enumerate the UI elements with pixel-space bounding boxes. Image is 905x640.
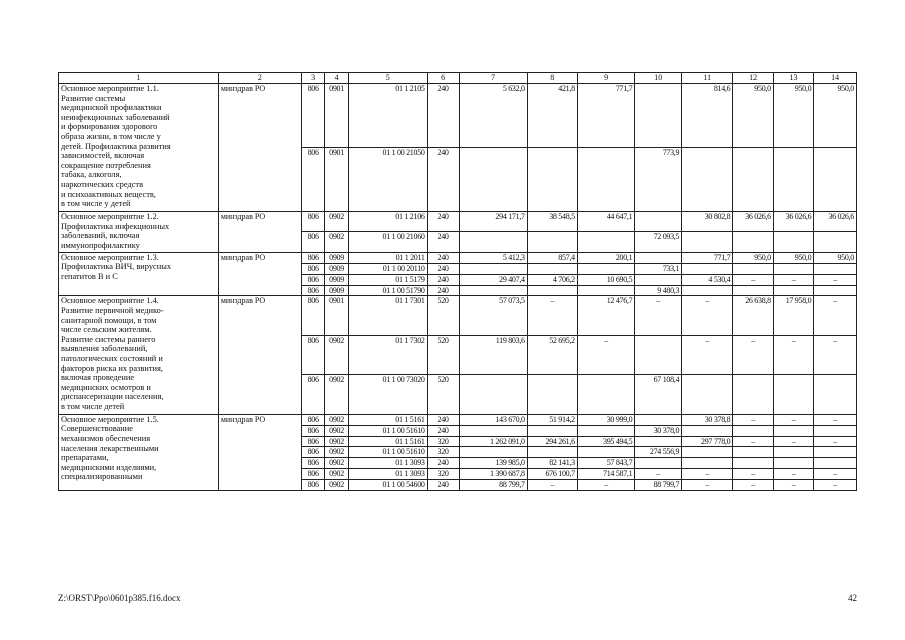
description-line: Совершенствование [61, 424, 133, 434]
amount-cell [733, 285, 773, 296]
amount-cell [733, 425, 773, 436]
amount-cell: 44 647,1 [577, 212, 635, 232]
amount-cell: – [635, 469, 682, 480]
code-cell: 0909 [325, 252, 348, 263]
header-cell: 2 [218, 73, 301, 84]
amount-cell: – [814, 274, 857, 285]
amount-cell: – [682, 469, 733, 480]
amount-cell [733, 263, 773, 274]
amount-cell: – [773, 335, 813, 374]
amount-cell: 30 999,0 [577, 414, 635, 425]
code-cell: 520 [427, 335, 459, 374]
description-line: факторов риска их развития, [61, 363, 163, 373]
description-line: населения лекарственными [61, 443, 159, 453]
amount-cell [773, 447, 813, 458]
header-cell: 11 [682, 73, 733, 84]
amount-cell [577, 425, 635, 436]
description-line: Профилактика инфекционных [61, 221, 170, 231]
amount-cell: 950,0 [733, 84, 773, 148]
amount-cell [635, 212, 682, 232]
amount-cell: – [577, 335, 635, 374]
amount-cell [814, 263, 857, 274]
code-cell: 240 [427, 458, 459, 469]
table-row [59, 296, 857, 335]
amount-cell: – [814, 469, 857, 480]
amount-cell [814, 447, 857, 458]
code-cell: 240 [427, 414, 459, 425]
amount-cell: 82 141,3 [527, 458, 577, 469]
amount-cell: 950,0 [814, 252, 857, 263]
description-line: Основное мероприятие 1.1. [61, 84, 159, 93]
amount-cell [527, 263, 577, 274]
executor-cell: минздрав РО [218, 296, 301, 414]
amount-cell: – [527, 296, 577, 335]
description-line: гепатитов В и С [61, 272, 118, 282]
amount-cell [577, 375, 635, 414]
description-line: иммунопрофилактику [61, 240, 140, 250]
amount-cell: 950,0 [773, 252, 813, 263]
amount-cell: 395 494,5 [577, 436, 635, 447]
code-cell: 240 [427, 252, 459, 263]
amount-cell: 676 100,7 [527, 469, 577, 480]
table-header-row [59, 73, 857, 84]
amount-cell [733, 458, 773, 469]
code-cell: 0902 [325, 232, 348, 252]
amount-cell: 5 632,0 [459, 84, 527, 148]
amount-cell: 12 476,7 [577, 296, 635, 335]
amount-cell: – [814, 436, 857, 447]
amount-cell [577, 447, 635, 458]
code-cell: 806 [301, 263, 324, 274]
code-cell: 0902 [325, 480, 348, 491]
code-cell: 0909 [325, 263, 348, 274]
description-line: медицинскими изделиями, [61, 462, 157, 472]
executor-cell: минздрав РО [218, 84, 301, 212]
amount-cell: 17 958,0 [773, 296, 813, 335]
code-cell: 806 [301, 458, 324, 469]
measure-description [59, 414, 219, 490]
amount-cell: 57 843,7 [577, 458, 635, 469]
amount-cell [527, 425, 577, 436]
header-cell: 5 [348, 73, 427, 84]
amount-cell: 4 706,2 [527, 274, 577, 285]
code-cell: 0901 [325, 148, 348, 212]
amount-cell [577, 232, 635, 252]
code-cell: 806 [301, 296, 324, 335]
code-cell: 01 1 5161 [348, 414, 427, 425]
amount-cell: 52 695,2 [527, 335, 577, 374]
measure-description [59, 84, 219, 212]
code-cell: 240 [427, 285, 459, 296]
code-cell: 0901 [325, 84, 348, 148]
amount-cell [459, 148, 527, 212]
description-line: неинфекционных заболеваний [61, 112, 170, 122]
code-cell: 806 [301, 414, 324, 425]
amount-cell [733, 375, 773, 414]
description-line: Развитие системы [61, 93, 126, 103]
code-cell: 240 [427, 212, 459, 232]
description-line: и формирования здорового [61, 122, 158, 132]
amount-cell [459, 425, 527, 436]
amount-cell [733, 232, 773, 252]
code-cell: 806 [301, 212, 324, 232]
amount-cell [459, 232, 527, 252]
amount-cell: 119 803,6 [459, 335, 527, 374]
amount-cell [814, 232, 857, 252]
description-line: специализированными [61, 472, 143, 482]
code-cell: 0909 [325, 285, 348, 296]
code-cell: 01 1 2106 [348, 212, 427, 232]
amount-cell [682, 447, 733, 458]
code-cell: 806 [301, 447, 324, 458]
description-line: заболеваний, включая [61, 231, 140, 241]
description-line: зависимостей, включая [61, 151, 145, 161]
code-cell: 240 [427, 425, 459, 436]
amount-cell [773, 148, 813, 212]
description-line: включая проведение [61, 373, 135, 383]
amount-cell: 200,1 [577, 252, 635, 263]
amount-cell: – [682, 296, 733, 335]
header-cell: 13 [773, 73, 813, 84]
table-row [59, 252, 857, 263]
code-cell: 520 [427, 375, 459, 414]
description-line: и психоактивных веществ, [61, 189, 156, 199]
amount-cell [635, 274, 682, 285]
amount-cell: 1 262 091,0 [459, 436, 527, 447]
executor-cell: минздрав РО [218, 252, 301, 296]
footer-page-number: 42 [848, 593, 857, 603]
amount-cell: 38 548,5 [527, 212, 577, 232]
amount-cell [773, 263, 813, 274]
amount-cell [635, 458, 682, 469]
amount-cell [814, 458, 857, 469]
description-line: образа жизни, в том числе у [61, 131, 161, 141]
amount-cell [814, 148, 857, 212]
amount-cell [682, 263, 733, 274]
description-line: в том числе у детей [61, 199, 131, 209]
amount-cell [635, 84, 682, 148]
amount-cell: 294 171,7 [459, 212, 527, 232]
amount-cell: – [814, 480, 857, 491]
code-cell: 01 1 00 73020 [348, 375, 427, 414]
amount-cell: 773,9 [635, 148, 682, 212]
amount-cell [682, 425, 733, 436]
amount-cell [577, 285, 635, 296]
amount-cell [459, 285, 527, 296]
amount-cell: 297 778,0 [682, 436, 733, 447]
amount-cell [682, 375, 733, 414]
amount-cell: 57 073,5 [459, 296, 527, 335]
description-line: диспансеризации населения, [61, 392, 164, 402]
code-cell: 0902 [325, 425, 348, 436]
code-cell: 01 1 00 51610 [348, 425, 427, 436]
amount-cell: 814,6 [682, 84, 733, 148]
code-cell: 01 1 7301 [348, 296, 427, 335]
amount-cell [635, 414, 682, 425]
description-line: Основное мероприятие 1.3. [61, 252, 159, 262]
amount-cell: 4 530,4 [682, 274, 733, 285]
code-cell: 320 [427, 436, 459, 447]
header-cell: 14 [814, 73, 857, 84]
code-cell: 0902 [325, 212, 348, 232]
description-line: санитарной помощи, в том [61, 315, 157, 325]
amount-cell: 274 556,9 [635, 447, 682, 458]
header-cell: 6 [427, 73, 459, 84]
code-cell: 0902 [325, 335, 348, 374]
amount-cell: 771,7 [682, 252, 733, 263]
amount-cell: 30 378,8 [682, 414, 733, 425]
code-cell: 806 [301, 335, 324, 374]
code-cell: 0902 [325, 469, 348, 480]
amount-cell [814, 285, 857, 296]
amount-cell: – [733, 414, 773, 425]
amount-cell: – [733, 480, 773, 491]
description-line: медицинской профилактики [61, 103, 162, 113]
code-cell: 01 1 2011 [348, 252, 427, 263]
amount-cell [733, 148, 773, 212]
header-cell: 10 [635, 73, 682, 84]
amount-cell: – [773, 274, 813, 285]
amount-cell [682, 285, 733, 296]
code-cell: 0902 [325, 436, 348, 447]
code-cell: 806 [301, 480, 324, 491]
description-line: сокращение потребления [61, 160, 151, 170]
code-cell: 240 [427, 263, 459, 274]
amount-cell [527, 232, 577, 252]
amount-cell: 950,0 [733, 252, 773, 263]
description-line: Основное мероприятие 1.5. [61, 414, 159, 424]
amount-cell: 857,4 [527, 252, 577, 263]
description-line: Развитие системы раннего [61, 334, 156, 344]
amount-cell: – [527, 480, 577, 491]
code-cell: 01 1 7302 [348, 335, 427, 374]
code-cell: 0902 [325, 414, 348, 425]
code-cell: 0902 [325, 447, 348, 458]
header-cell: 4 [325, 73, 348, 84]
description-line: Основное мероприятие 1.2. [61, 212, 159, 222]
amount-cell: 950,0 [814, 84, 857, 148]
amount-cell [682, 148, 733, 212]
description-line: Основное мероприятие 1.4. [61, 296, 159, 306]
amount-cell: – [733, 274, 773, 285]
amount-cell: 950,0 [773, 84, 813, 148]
code-cell: 806 [301, 274, 324, 285]
amount-cell: – [814, 335, 857, 374]
amount-cell: 139 985,0 [459, 458, 527, 469]
amount-cell [459, 375, 527, 414]
amount-cell: – [814, 296, 857, 335]
code-cell: 320 [427, 447, 459, 458]
description-line: детей. Профилактика развития [61, 141, 171, 151]
amount-cell: 26 638,8 [733, 296, 773, 335]
description-line: препаратами, [61, 453, 109, 463]
code-cell: 806 [301, 148, 324, 212]
code-cell: 0902 [325, 458, 348, 469]
description-line: Профилактика ВИЧ, вирусных [61, 262, 172, 272]
amount-cell [682, 458, 733, 469]
amount-cell: – [733, 335, 773, 374]
amount-cell [682, 232, 733, 252]
budget-table [58, 72, 857, 491]
description-line: числе сельским жителям. [61, 325, 152, 335]
code-cell: 01 1 5161 [348, 436, 427, 447]
code-cell: 01 1 00 51790 [348, 285, 427, 296]
amount-cell [733, 447, 773, 458]
amount-cell: 36 026,6 [773, 212, 813, 232]
measure-description [59, 252, 219, 296]
code-cell: 806 [301, 84, 324, 148]
amount-cell [814, 425, 857, 436]
description-line: выявления заболеваний, [61, 344, 148, 354]
amount-cell: – [814, 414, 857, 425]
code-cell: 01 1 00 20110 [348, 263, 427, 274]
table-body [59, 73, 857, 491]
amount-cell: 10 690,5 [577, 274, 635, 285]
description-line: механизмов обеспечения [61, 433, 151, 443]
amount-cell: – [682, 335, 733, 374]
executor-cell: минздрав РО [218, 414, 301, 490]
code-cell: 01 1 00 21060 [348, 232, 427, 252]
code-cell: 01 1 00 54600 [348, 480, 427, 491]
amount-cell: 714 587,1 [577, 469, 635, 480]
code-cell: 240 [427, 274, 459, 285]
amount-cell: 143 670,0 [459, 414, 527, 425]
amount-cell: – [773, 480, 813, 491]
amount-cell: 294 261,6 [527, 436, 577, 447]
code-cell: 806 [301, 252, 324, 263]
footer-file-path: Z:\ORST\Ppo\0601p385.f16.docx [58, 593, 181, 603]
description-line: Развитие первичной медико- [61, 306, 164, 316]
header-cell: 12 [733, 73, 773, 84]
amount-cell [527, 148, 577, 212]
code-cell: 01 1 2105 [348, 84, 427, 148]
code-cell: 520 [427, 296, 459, 335]
description-line: наркотических средств [61, 179, 144, 189]
amount-cell: – [733, 469, 773, 480]
code-cell: 240 [427, 84, 459, 148]
amount-cell: 51 914,2 [527, 414, 577, 425]
code-cell: 0901 [325, 296, 348, 335]
code-cell: 01 1 3093 [348, 469, 427, 480]
amount-cell [773, 458, 813, 469]
executor-cell: минздрав РО [218, 212, 301, 253]
header-cell: 1 [59, 73, 219, 84]
header-cell: 8 [527, 73, 577, 84]
description-line: в том числе детей [61, 401, 125, 411]
table-row [59, 212, 857, 232]
amount-cell: – [773, 414, 813, 425]
amount-cell: 88 799,7 [635, 480, 682, 491]
amount-cell [527, 375, 577, 414]
amount-cell [635, 436, 682, 447]
code-cell: 01 1 00 51610 [348, 447, 427, 458]
amount-cell: 36 026,6 [814, 212, 857, 232]
description-line: медицинских осмотров и [61, 382, 151, 392]
amount-cell [577, 263, 635, 274]
amount-cell [635, 335, 682, 374]
amount-cell: 5 412,3 [459, 252, 527, 263]
code-cell: 806 [301, 232, 324, 252]
amount-cell [635, 252, 682, 263]
code-cell: 240 [427, 480, 459, 491]
description-line: патологических состояний и [61, 354, 163, 363]
amount-cell [773, 425, 813, 436]
code-cell: 0902 [325, 375, 348, 414]
amount-cell: 733,1 [635, 263, 682, 274]
amount-cell [773, 285, 813, 296]
amount-cell: 771,7 [577, 84, 635, 148]
code-cell: 240 [427, 232, 459, 252]
code-cell: 01 1 00 21050 [348, 148, 427, 212]
code-cell: 240 [427, 148, 459, 212]
amount-cell: 67 108,4 [635, 375, 682, 414]
code-cell: 806 [301, 425, 324, 436]
amount-cell: 30 802,8 [682, 212, 733, 232]
amount-cell: – [773, 436, 813, 447]
amount-cell [527, 447, 577, 458]
amount-cell: – [577, 480, 635, 491]
code-cell: 806 [301, 375, 324, 414]
amount-cell: 29 407,4 [459, 274, 527, 285]
amount-cell: 36 026,6 [733, 212, 773, 232]
description-line: табака, алкоголя, [61, 170, 122, 180]
measure-description [59, 296, 219, 414]
measure-description [59, 212, 219, 253]
code-cell: 0909 [325, 274, 348, 285]
amount-cell [773, 375, 813, 414]
amount-cell: 1 390 687,8 [459, 469, 527, 480]
amount-cell [459, 447, 527, 458]
code-cell: 806 [301, 436, 324, 447]
header-cell: 3 [301, 73, 324, 84]
amount-cell: 421,8 [527, 84, 577, 148]
amount-cell: 30 378,0 [635, 425, 682, 436]
amount-cell [459, 263, 527, 274]
amount-cell: – [773, 469, 813, 480]
header-cell: 7 [459, 73, 527, 84]
code-cell: 320 [427, 469, 459, 480]
amount-cell [577, 148, 635, 212]
code-cell: 01 1 3093 [348, 458, 427, 469]
code-cell: 806 [301, 285, 324, 296]
amount-cell [527, 285, 577, 296]
header-cell: 9 [577, 73, 635, 84]
amount-cell: 88 799,7 [459, 480, 527, 491]
amount-cell [814, 375, 857, 414]
code-cell: 01 1 5179 [348, 274, 427, 285]
amount-cell: – [635, 296, 682, 335]
amount-cell: – [682, 480, 733, 491]
amount-cell: 9 480,3 [635, 285, 682, 296]
amount-cell [773, 232, 813, 252]
table-row [59, 414, 857, 425]
table-row [59, 84, 857, 148]
amount-cell: 72 093,5 [635, 232, 682, 252]
code-cell: 806 [301, 469, 324, 480]
amount-cell: – [733, 436, 773, 447]
